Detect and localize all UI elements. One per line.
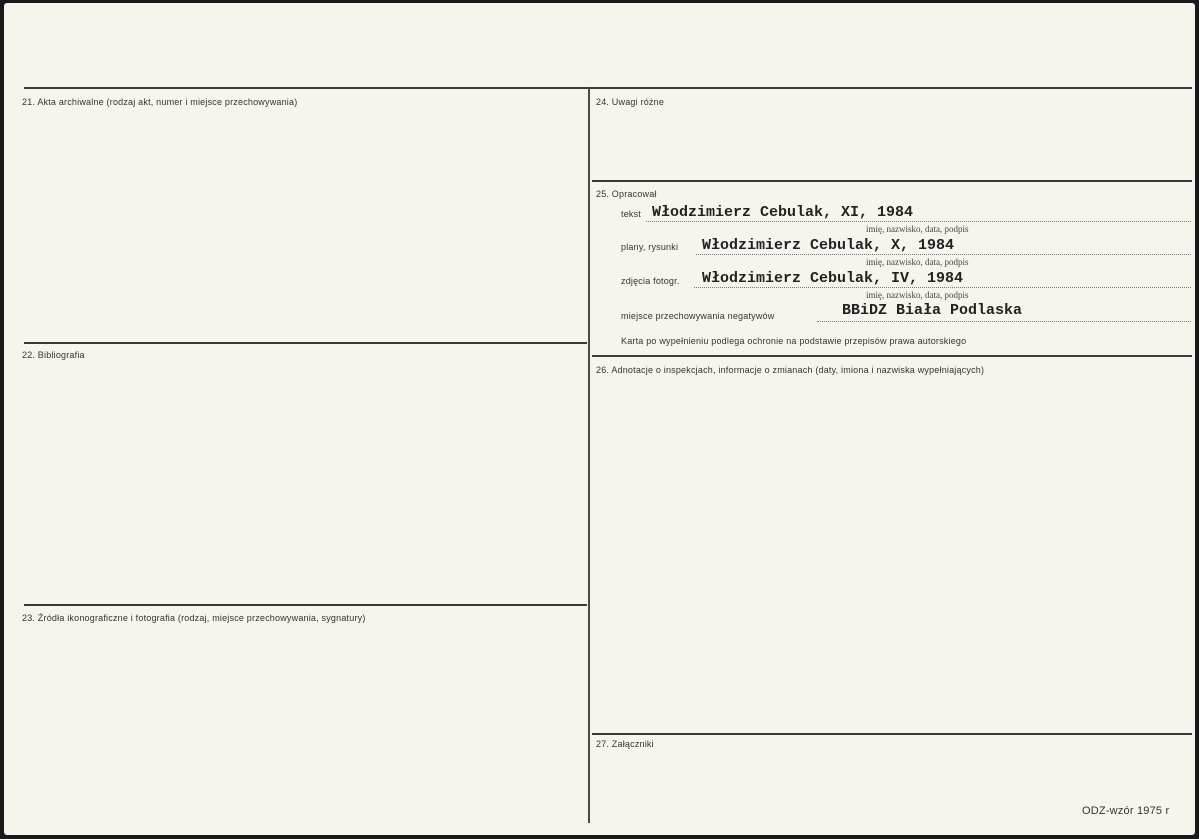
- rule-24-25: [592, 180, 1192, 182]
- field-21-label: 21. Akta archiwalne (rodzaj akt, numer i miejsce przechowywania): [22, 97, 298, 107]
- column-divider: [588, 87, 590, 823]
- plany-value: Włodzimierz Cebulak, X, 1984: [702, 237, 955, 254]
- negatywy-value: BBiDZ Biała Podlaska: [842, 302, 1023, 319]
- field-24-label: 24. Uwagi różne: [596, 97, 665, 107]
- zdjecia-dotted-line: [694, 287, 1191, 288]
- tekst-dotted-line: [646, 221, 1191, 222]
- tekst-hint: imię, nazwisko, data, podpis: [866, 224, 969, 234]
- field-23-label: 23. Źródła ikonograficzne i fotografia (rodzaj, miejsce przechowywania, sygnatury): [22, 613, 366, 623]
- tekst-value: Włodzimierz Cebulak, XI, 1984: [652, 204, 914, 221]
- zdjecia-label: zdjęcia fotogr.: [621, 276, 680, 286]
- rule-22-23: [24, 604, 587, 606]
- rule-26-27: [592, 733, 1192, 735]
- field-26-label: 26. Adnotacje o inspekcjach, informacje o zmianach (daty, imiona i nazwiska wypełniających): [596, 365, 985, 375]
- field-27-label: 27. Załączniki: [596, 739, 654, 749]
- rule-25-26: [592, 355, 1192, 357]
- zdjecia-hint: imię, nazwisko, data, podpis: [866, 290, 969, 300]
- top-rule: [24, 87, 1192, 89]
- field-25-label: 25. Opracował: [596, 189, 657, 199]
- negatywy-label: miejsce przechowywania negatywów: [621, 311, 775, 321]
- tekst-label: tekst: [621, 209, 642, 219]
- copyright-note: Karta po wypełnieniu podlega ochronie na podstawie przepisów prawa autorskiego: [621, 336, 967, 346]
- plany-label: plany, rysunki: [621, 242, 679, 252]
- plany-hint: imię, nazwisko, data, podpis: [866, 257, 969, 267]
- plany-dotted-line: [696, 254, 1191, 255]
- field-22-label: 22. Bibliografia: [22, 350, 85, 360]
- zdjecia-value: Włodzimierz Cebulak, IV, 1984: [702, 270, 964, 287]
- record-card: [4, 3, 1195, 835]
- form-id: ODZ-wzór 1975 r: [1082, 805, 1170, 817]
- rule-21-22: [24, 342, 587, 344]
- negatywy-dotted-line: [817, 321, 1191, 322]
